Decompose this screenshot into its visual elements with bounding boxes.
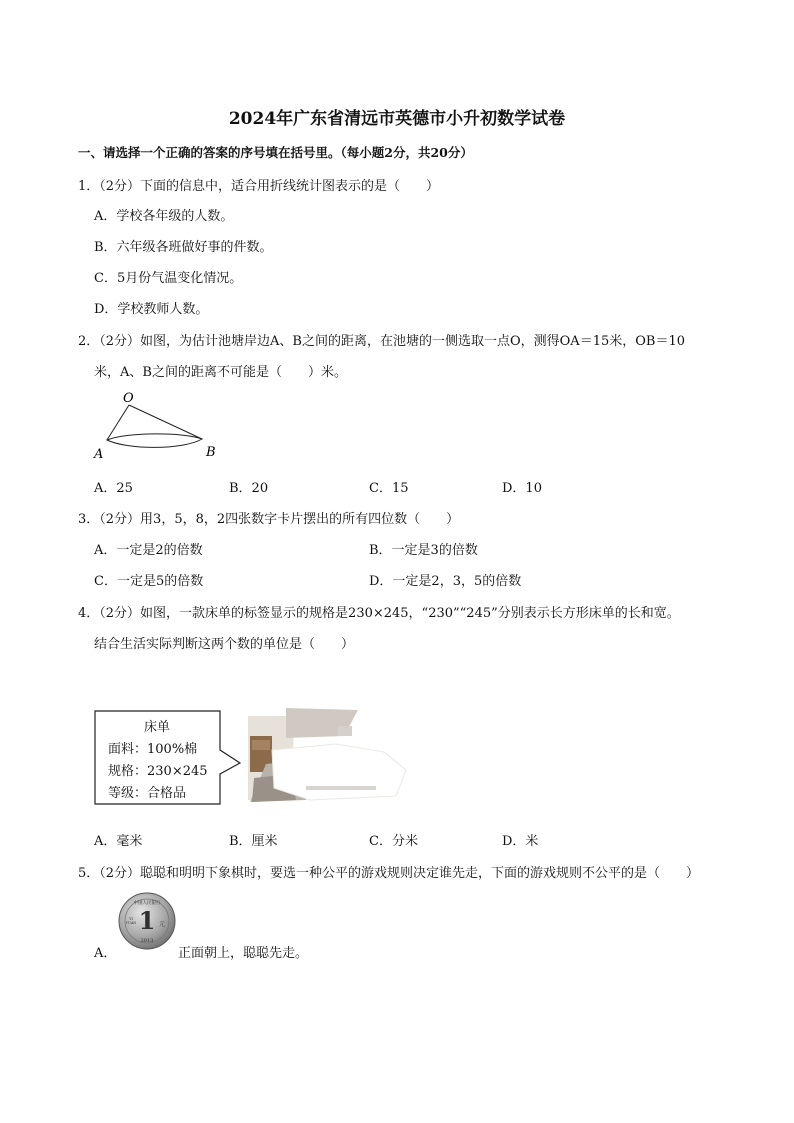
- question-4-stem-line2: 结合生活实际判断这两个数的单位是（ ）: [94, 637, 355, 652]
- question-2-option-d: D．10: [502, 481, 542, 496]
- question-4-option-d: D．米: [502, 834, 539, 849]
- one-yuan-coin-icon: [118, 892, 176, 950]
- pond-triangle-figure: [88, 388, 228, 464]
- question-4-option-a: A．毫米: [94, 834, 143, 849]
- point-a-label: A: [94, 447, 104, 462]
- label-material: 面料：100%棉: [108, 742, 198, 757]
- coin-top-text: 中国人民银行: [133, 901, 161, 906]
- label-spec: 规格：230×245: [108, 764, 208, 779]
- question-2-option-b: B．20: [229, 481, 269, 496]
- question-4-stem-line1: 4．（2分）如图，一款床单的标签显示的规格是230×245，“230”“245”分别表示长方形床单的长和宽。: [78, 606, 680, 621]
- question-1-option-a: A．学校各年级的人数。: [94, 209, 234, 224]
- question-3-option-b: B．一定是3的倍数: [369, 543, 478, 558]
- question-1-option-d: D．学校教师人数。: [94, 302, 209, 317]
- question-4-option-b: B．厘米: [229, 834, 278, 849]
- question-2-option-a: A．25: [94, 481, 133, 496]
- question-3-option-c: C．一定是5的倍数: [94, 574, 204, 589]
- question-3-stem: 3．（2分）用3，5，8，2四张数字卡片摆出的所有四位数（ ）: [78, 512, 460, 527]
- label-grade: 等级：合格品: [108, 786, 187, 801]
- point-o-label: O: [123, 391, 134, 406]
- question-5-option-a-prefix: A．: [94, 946, 117, 961]
- question-3-option-d: D．一定是2，3，5的倍数: [369, 574, 522, 589]
- question-3-option-a: A．一定是2的倍数: [94, 543, 203, 558]
- question-5-stem: 5．（2分）聪聪和明明下象棋时，要选一种公平的游戏规则决定谁先走，下面的游戏规则不公平的是（ ）: [78, 866, 700, 881]
- coin-digit: 1: [138, 906, 156, 935]
- question-2-stem-line1: 2．（2分）如图，为估计池塘岸边A、B之间的距离，在池塘的一侧选取一点O，测得OA＝15米，OB＝10: [78, 334, 685, 349]
- coin-yi: YI: [129, 917, 133, 921]
- question-1-option-c: C．5月份气温变化情况。: [94, 271, 243, 286]
- section-heading: 一、请选择一个正确的答案的序号填在括号里。（每小题2分，共20分）: [78, 145, 473, 160]
- point-b-label: B: [206, 445, 216, 460]
- coin-year: 2013: [140, 938, 154, 944]
- question-4-option-c: C．分米: [369, 834, 418, 849]
- page-title: 2024年广东省清远市英德市小升初数学试卷: [228, 109, 566, 129]
- question-2-option-c: C．15: [369, 481, 409, 496]
- question-1-option-b: B．六年级各班做好事的件数。: [94, 240, 273, 255]
- question-2-stem-line2: 米，A、B之间的距离不可能是（ ）米。: [94, 365, 347, 380]
- question-5-option-a-text: 正面朝上，聪聪先走。: [178, 946, 309, 961]
- label-title: 床单: [143, 720, 170, 735]
- coin-yuan: YUAN: [125, 921, 137, 925]
- coin-unit: 元: [158, 921, 166, 928]
- question-1-stem: 1．（2分）下面的信息中，适合用折线统计图表示的是（ ）: [78, 179, 440, 194]
- bedroom-photo: [246, 708, 414, 808]
